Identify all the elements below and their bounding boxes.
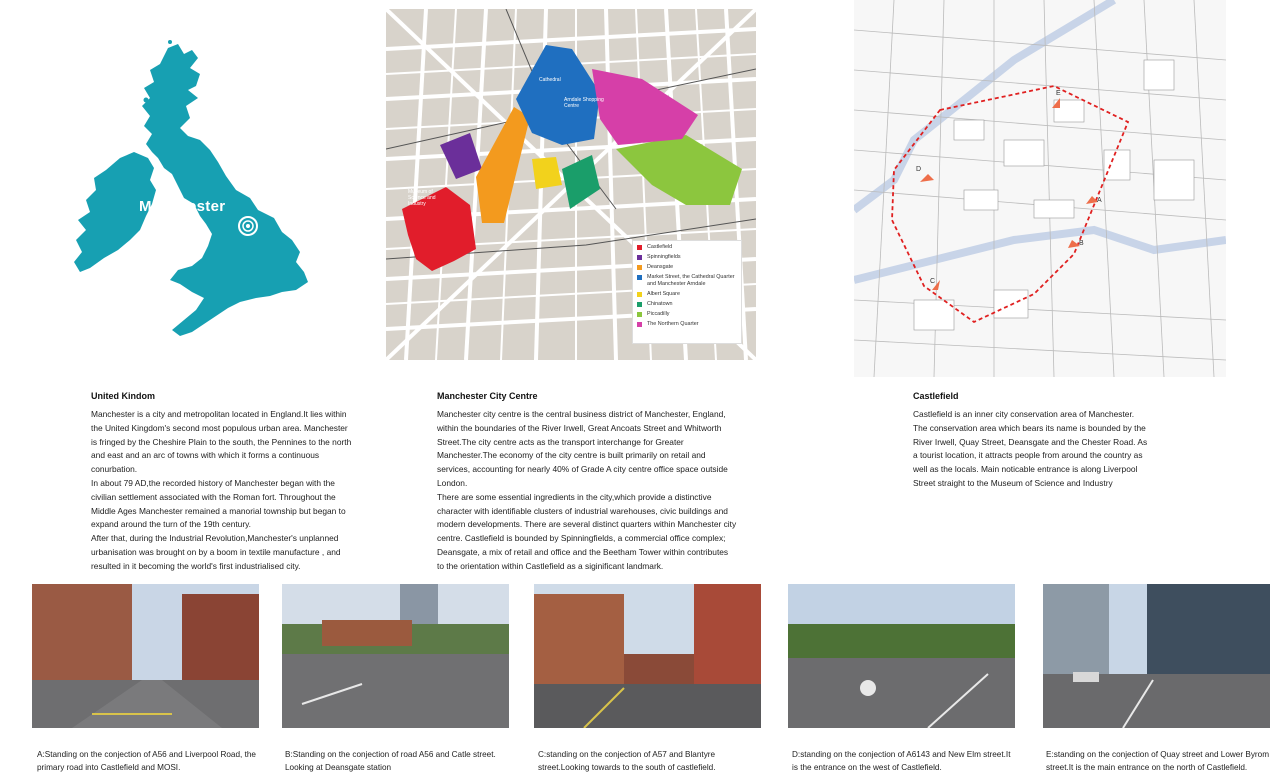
legend-item — [637, 311, 741, 318]
legend-item — [637, 321, 741, 328]
legend-item — [637, 264, 741, 271]
photo-e — [1043, 584, 1270, 728]
marker-label-c: C — [930, 278, 936, 285]
column-text-city-centre — [437, 408, 737, 574]
photo-caption-c: C:standing on the conjection of A57 and Blantyre street.Looking towards to the south of castlefield. — [538, 750, 716, 772]
legend-label: Albert Square — [647, 291, 680, 297]
legend-label: The Northern Quarter — [647, 321, 699, 327]
legend-swatch — [637, 245, 642, 250]
legend-item — [637, 254, 741, 261]
city-centre-map — [386, 9, 756, 360]
legend-label: Castlefield — [647, 244, 673, 250]
legend-swatch — [637, 302, 642, 307]
marker-label-b: B — [1079, 240, 1084, 247]
column-title-uk: United Kindom — [91, 391, 155, 401]
legend-swatch — [637, 255, 642, 260]
legend-swatch — [637, 312, 642, 317]
marker-label-a: A — [1097, 197, 1102, 204]
column-title-castlefield: Castlefield — [913, 391, 959, 401]
district-label-cathedral: Cathedral — [539, 77, 561, 83]
legend-swatch — [637, 292, 642, 297]
castlefield-map — [854, 0, 1226, 377]
photo-caption-d: D:standing on the conjection of A6143 and New Elm street.It is the entrance on the west of Castlefield. — [792, 750, 1011, 772]
photo-a — [32, 584, 259, 728]
photo-b — [282, 584, 509, 728]
legend-label: Deansgate — [647, 264, 674, 270]
castlefield-streets — [854, 0, 1226, 377]
legend-label: Market Street, the Cathedral Quarter and Manchester Arndale — [647, 274, 735, 287]
legend-swatch — [637, 275, 642, 280]
photo-a-scene — [32, 584, 259, 728]
legend-item — [637, 274, 741, 288]
photo-b-scene — [282, 584, 509, 728]
legend-label: Piccadilly — [647, 311, 670, 317]
marker-label-d: D — [916, 166, 922, 173]
legend-label: Spinningfields — [647, 254, 681, 260]
uk-city-label: Manchester — [139, 198, 226, 215]
photo-caption-a: A:Standing on the conjection of A56 and Liverpool Road, the primary road into Castlefield and MOSI. — [37, 750, 256, 772]
paragraph: There are some essential ingredients in the city,which provide a distinctive character with identifiable clusters of industrial warehouses, civic buildings and modern developments. There are several distinct quarters within Manchester city centre. Castlefield is bounded by Spinningfields, a commercial office complex; Deansgate, a mix of retail and office and the Beetham Tower within contributes to the orientation within Castlefield as a siginificant landmark. — [437, 491, 737, 571]
photo-caption-e: E:standing on the conjection of Quay street and Lower Byrom street.It is the main entrance on the north of Castlefield. — [1046, 750, 1270, 772]
paragraph: Manchester is a city and metropolitan located in England.It lies within the United Kingdom's second most populous urban area. Manchester is fringed by the Cheshire Plain to the south, the Pennines to the north and east and an arc of towns with which it forms a continuous conurbation. — [91, 409, 352, 475]
marker-label-e: E — [1056, 90, 1061, 97]
photo-d — [788, 584, 1015, 728]
map-legend — [632, 240, 742, 344]
great-britain-shape — [142, 44, 308, 336]
column-text-uk — [91, 408, 355, 574]
legend-item — [637, 244, 741, 251]
uk-map-graphic — [60, 40, 340, 340]
district-label-museum: Museum of Science and Industry — [408, 189, 436, 207]
paragraph: After that, during the Industrial Revolution,Manchester's unplanned urbanisation was brought on by a boom in textile manufacture , and resulted in it becoming the world's first industrialised city. — [91, 533, 341, 571]
legend-label: Chinatown — [647, 301, 673, 307]
paragraph: Manchester city centre is the central business district of Manchester, England, within the boundaries of the River Irwell, Great Ancoats Street and Whitworth Street.The city centre acts as the transport interchange for Greater Manchester.The economy of the city centre is built primarily on retail and services, accounting for nearly 40% of Grade A city centre office space outside London. — [437, 409, 728, 488]
legend-item — [637, 301, 741, 308]
photo-e-scene — [1043, 584, 1270, 728]
legend-swatch — [637, 265, 642, 270]
legend-swatch — [637, 322, 642, 327]
photo-c-scene — [534, 584, 761, 728]
uk-map — [60, 40, 340, 340]
district-label-arndale: Arndale Shopping Centre — [564, 97, 604, 109]
photo-caption-b: B:Standing on the conjection of road A56 and Catle street. Looking at Deansgate station — [285, 750, 496, 772]
photo-d-scene — [788, 584, 1015, 728]
paragraph: Castlefield is an inner city conservation area of Manchester. The conservation area which bears its name is bounded by the River Irwell, Quay Street, Deansgate and the Chester Road. As a tourist location, it attracts people from around the country as well as the locals. Main noticable entrance is along Liverpool Street straight to the Museum of Science and Industry — [913, 409, 1148, 488]
legend-item — [637, 291, 741, 298]
column-title-city-centre: Manchester City Centre — [437, 391, 538, 401]
paragraph: In about 79 AD,the recorded history of Manchester began with the civilian settlement associated with the Roman fort. Throughout the Middle Ages Manchester remained a manorial township but began to expand around the turn of the 19th century. — [91, 477, 346, 530]
photo-c — [534, 584, 761, 728]
column-text-castlefield — [913, 408, 1149, 491]
